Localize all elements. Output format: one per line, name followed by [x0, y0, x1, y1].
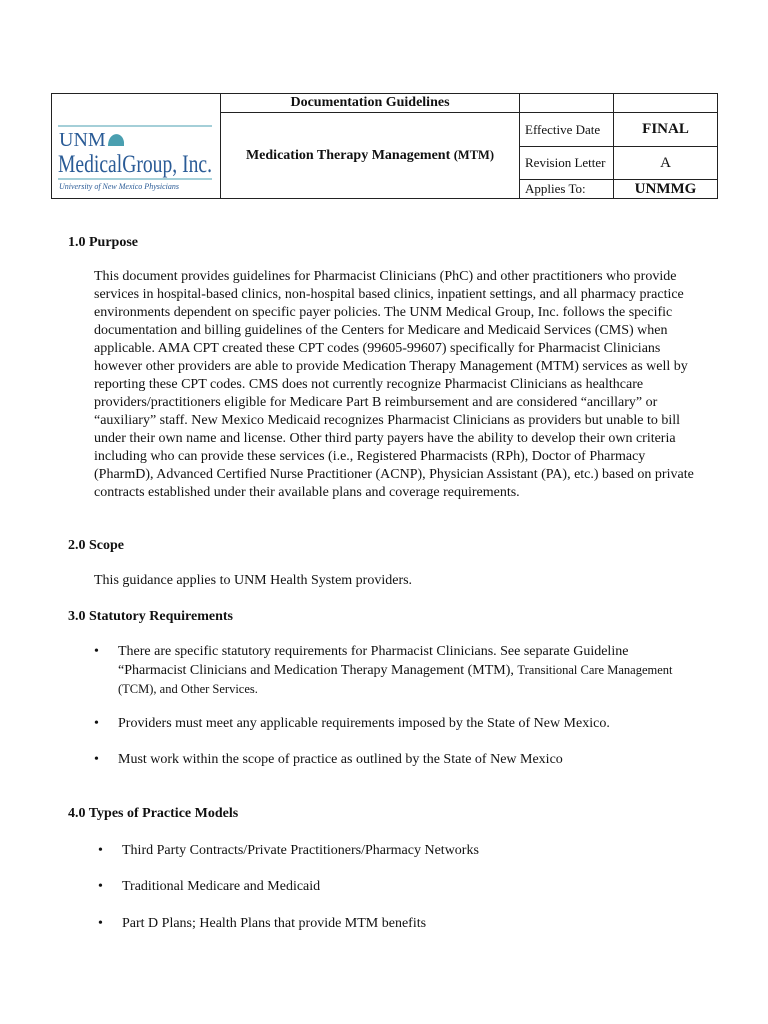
bullet-text: Providers must meet any applicable requirements imposed by the State of New Mexico.: [118, 716, 610, 731]
section-heading-statutory: 3.0 Statutory Requirements: [68, 609, 234, 624]
logo-cell: [52, 94, 221, 199]
bullet-text: Must work within the scope of practice as outlined by the State of New Mexico: [118, 752, 563, 767]
doc-type: Documentation Guidelines: [221, 94, 520, 113]
bullet-glyph: •: [98, 916, 103, 931]
header-table: [51, 93, 718, 199]
unm-medical-group-logo: [52, 94, 220, 198]
applies-to-label: Applies To:: [520, 180, 614, 199]
purpose-paragraph: This document provides guidelines for Pharmacist Clinicians (PhC) and other practitioners who provide services in hospital-based clinics, non-hospital based clinics, inpatient settings, and all pharmacy practice environments dependent on specific payer policies. The UNM Medical Group, Inc. follows the specific documentation and billing guidelines of the Centers for Medicare and Medicaid Services (CMS) when applicable. AMA CPT created these CPT codes (99605-99607) specifically for Pharmacist Clinicians however other providers are able to provide Medication Therapy Management (MTM) services as well by reporting these CPT codes. CMS does not currently recognize Pharmacist Clinicians as healthcare providers/practitioners eligible for Medicare Part B reimbursement and are considered “ancillary” or “auxiliary” staff. New Mexico Medicaid recognizes Pharmacist Clinicians as providers but unable to bill under their own name and license. Other third party payers have the ability to develop their own criteria including who can provide these services (i.e., Registered Pharmacists (RPh), Doctor of Pharmacy (PharmD), Advanced Certified Nurse Practitioner (ACNP), Physician Assistant (PA), etc.) based on private contracts established under their available plans and coverage requirements.: [94, 269, 694, 500]
section-heading-practice-models: 4.0 Types of Practice Models: [68, 806, 239, 821]
bullet-text: Part D Plans; Health Plans that provide MTM benefits: [122, 916, 427, 931]
bullet-text-part-1: There are specific statutory requirements for Pharmacist Clinicians. See separate Guideline “Pharmacist Clinicians and Medication Therapy Management (MTM),: [118, 644, 629, 678]
bullet-text-part-2: Transitional Care Management (TCM), and Other Services.: [118, 663, 673, 696]
bullet-glyph: •: [94, 716, 99, 731]
bullet-glyph: •: [98, 879, 103, 894]
section-heading-purpose: 1.0 Purpose: [68, 235, 138, 250]
bullet-glyph: •: [94, 644, 99, 659]
bullet-glyph: •: [94, 752, 99, 767]
svg-text:UNM: UNM: [59, 129, 106, 151]
bullet-text: [118, 643, 688, 699]
doc-title: [221, 113, 520, 199]
bullet-text: Traditional Medicare and Medicaid: [122, 879, 321, 894]
applies-to-value: UNMMG: [614, 180, 718, 199]
section-heading-scope: 2.0 Scope: [68, 538, 124, 553]
logo-graphic: [56, 122, 216, 194]
doc-title-main: Medication Therapy Management: [245, 147, 454, 163]
doc-title-abbr: (MTM): [453, 147, 495, 162]
effective-date-value: FINAL: [614, 113, 718, 147]
svg-text:University of New Mexico Physi: University of New Mexico Physicians: [59, 182, 179, 191]
revision-letter-label: Revision Letter: [520, 147, 614, 180]
bullet-glyph: •: [98, 843, 103, 858]
effective-date-label: Effective Date: [520, 113, 614, 147]
scope-paragraph: This guidance applies to UNM Health System providers.: [94, 573, 413, 588]
header-blank-value: [614, 94, 718, 113]
feather-icon: [108, 134, 124, 146]
svg-text:MedicalGroup, Inc.: MedicalGroup, Inc.: [58, 151, 212, 178]
bullet-text: Third Party Contracts/Private Practitioners/Pharmacy Networks: [122, 843, 479, 858]
revision-letter-value: A: [614, 147, 718, 180]
header-blank-label: [520, 94, 614, 113]
